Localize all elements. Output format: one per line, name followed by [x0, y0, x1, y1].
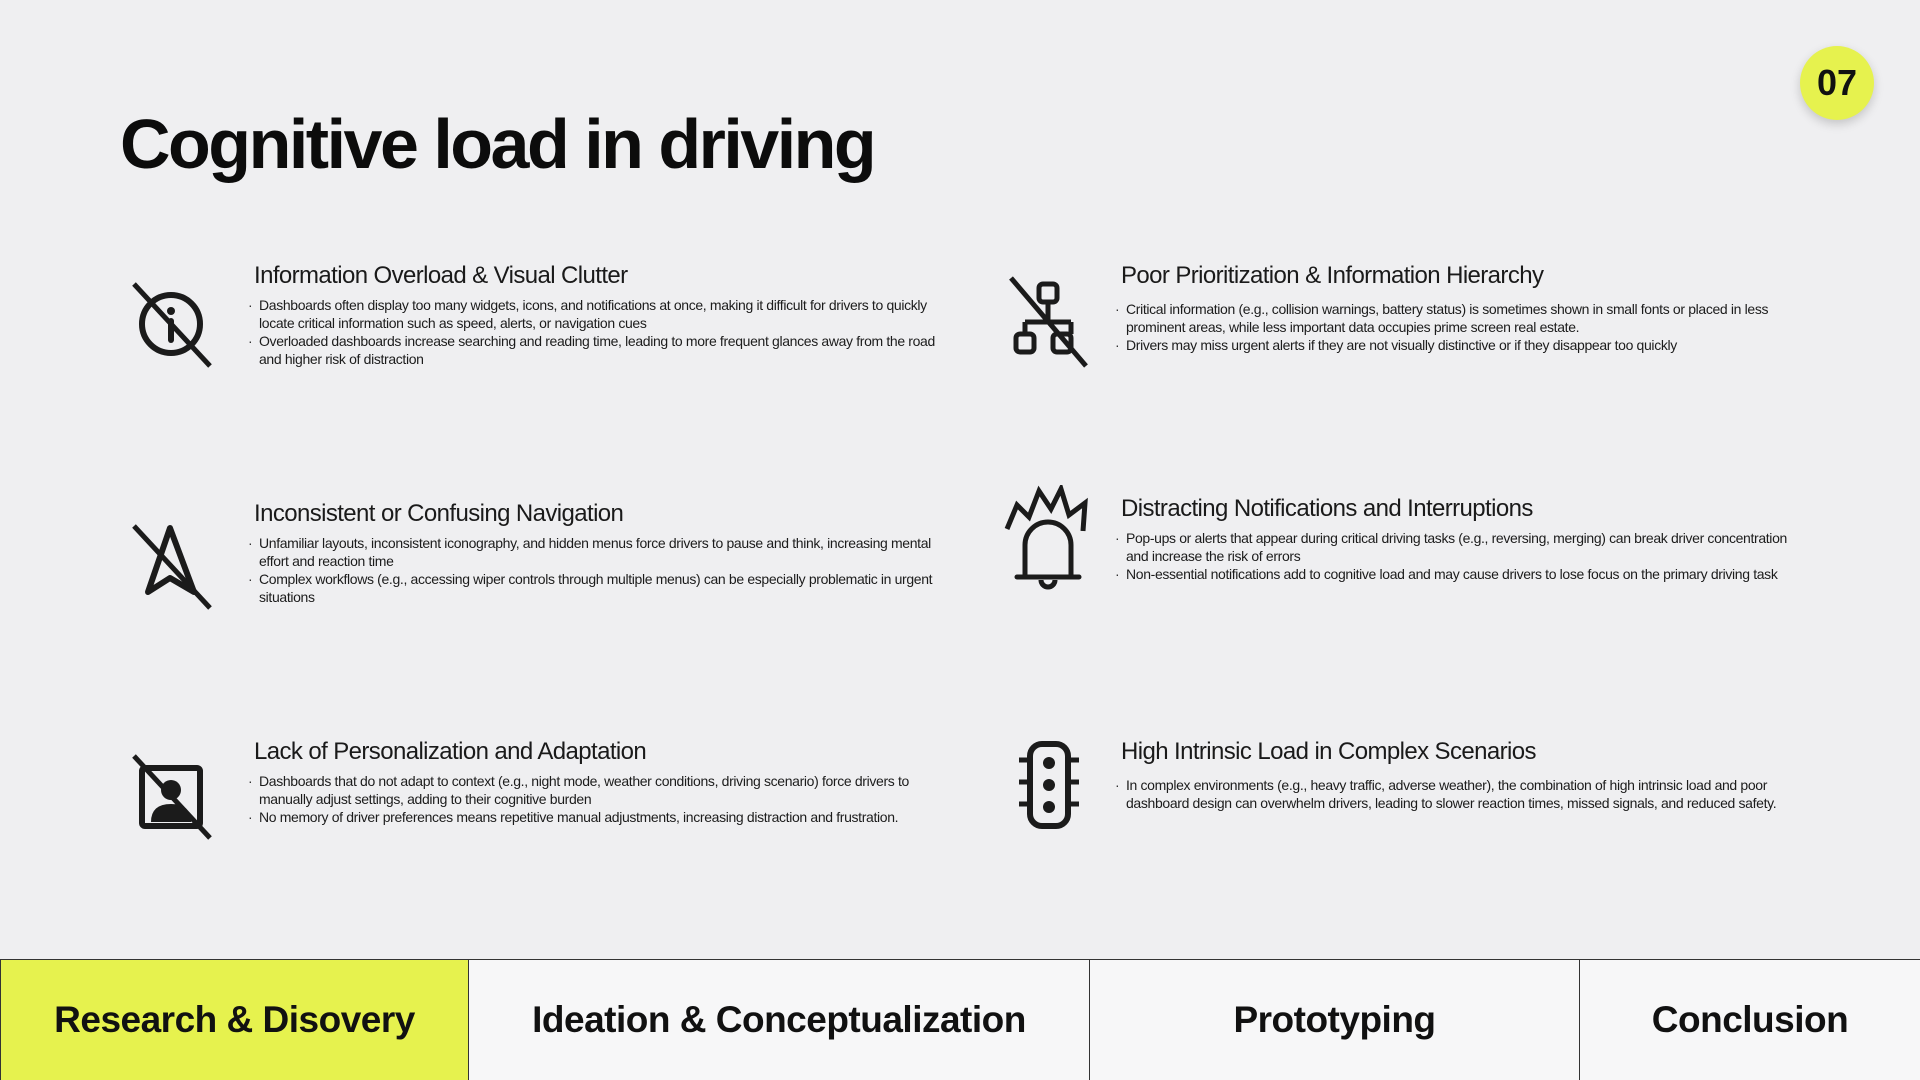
bullet-item: · Complex workflows (e.g., accessing wiper controls through multiple menus) can be especially problematic in urgent situations [254, 570, 944, 606]
bullet-item: · In complex environments (e.g., heavy traffic, adverse weather), the combination of high intrinsic load and poor dashboard design can overwhelm drivers, leading to slower reaction times, missed signals, and reduced safety. [1121, 776, 1811, 812]
card-bullets [1121, 529, 1811, 583]
info-off-icon [128, 274, 218, 374]
card-bullets [1121, 300, 1811, 354]
bullet-item: · Unfamiliar layouts, inconsistent iconography, and hidden menus force drivers to pause and think, increasing mental effort and reaction time [254, 534, 944, 570]
bullet-item: · Dashboards that do not adapt to context (e.g., night mode, weather conditions, driving scenario) force drivers to manually adjust settings, adding to their cognitive burden [254, 772, 954, 808]
card-bullets [254, 772, 954, 826]
card-heading: Information Overload & Visual Clutter [254, 262, 628, 289]
card-heading: Poor Prioritization & Information Hierarchy [1121, 262, 1544, 289]
card-bullets [1121, 776, 1811, 812]
card-bullets [254, 534, 944, 606]
card-heading: Lack of Personalization and Adaptation [254, 738, 647, 765]
bell-alert-icon [1003, 485, 1093, 595]
tab-conclusion[interactable]: Conclusion [1651, 999, 1849, 1040]
card-heading: Inconsistent or Confusing Navigation [254, 500, 624, 527]
bullet-item: · Critical information (e.g., collision warnings, battery status) is sometimes shown in small fonts or placed in less prominent areas, while less important data occupies prime screen real estate. [1121, 300, 1811, 336]
card-bullets [254, 296, 954, 368]
tab-prototyping[interactable]: Prototyping [1090, 960, 1580, 1080]
bullet-item: · Non-essential notifications add to cognitive load and may cause drivers to lose focus on the primary driving task [1121, 565, 1811, 583]
section-nav [0, 959, 1920, 1080]
bullet-item: · Drivers may miss urgent alerts if they are not visually distinctive or if they disappear too quickly [1121, 336, 1811, 354]
bullet-item: · Overloaded dashboards increase searching and reading time, leading to more frequent glances away from the road and higher risk of distraction [254, 332, 954, 368]
page-title: Cognitive load in driving [120, 105, 875, 183]
tab-research-discovery[interactable]: Research & Disovery [0, 960, 469, 1080]
traffic-light-icon [1003, 738, 1093, 838]
tab-ideation-conceptualization[interactable]: Ideation & Conceptualization [469, 960, 1090, 1080]
bullet-item: · Pop-ups or alerts that appear during critical driving tasks (e.g., reversing, merging) can break driver concentration and increase the risk of errors [1121, 529, 1811, 565]
page-number-badge: 07 [1800, 46, 1874, 120]
navigation-off-icon [128, 516, 218, 616]
hierarchy-off-icon [1003, 272, 1093, 372]
card-heading: Distracting Notifications and Interruptions [1121, 495, 1533, 522]
bullet-item: · Dashboards often display too many widgets, icons, and notifications at once, making it difficult for drivers to quickly locate critical information such as speed, alerts, or navigation cues [254, 296, 954, 332]
bullet-item: · No memory of driver preferences means repetitive manual adjustments, increasing distraction and frustration. [254, 808, 954, 826]
card-heading: High Intrinsic Load in Complex Scenarios [1121, 738, 1536, 765]
profile-off-icon [128, 748, 218, 848]
